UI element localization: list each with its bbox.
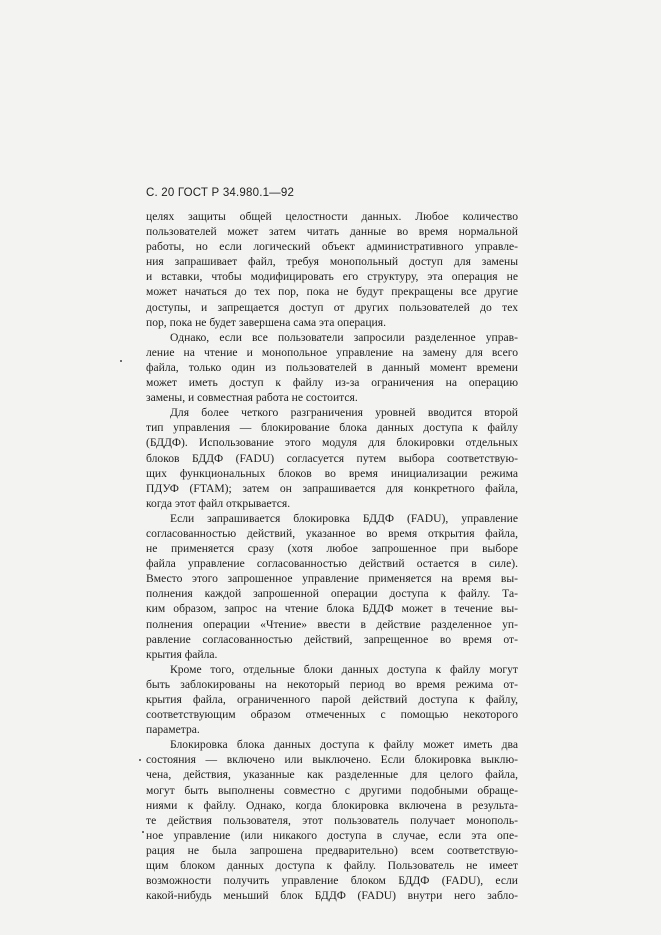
text-line: Кроме того, отдельные блоки данных доступа к файлу могут (170, 662, 518, 676)
text-line: блоков БДДФ (FADU) согласуется путем выбора соответствую- (146, 451, 518, 465)
text-line: согласованностью действий, указанное во время открытия файла, (146, 526, 518, 540)
text-line: те действия пользователя, этот пользователь получает монополь- (146, 813, 518, 827)
text-line: щих функциональных блоков во время инициализации режима (146, 466, 518, 480)
text-line: может начаться до тех пор, пока не будут прекращены все другие (146, 285, 518, 299)
text-line: (БДДФ). Использование этого модуля для блокировки отдельных (146, 436, 518, 450)
text-line: рация не была запрошена предварительно) всем соответствую- (146, 843, 518, 857)
text-line: замены, и совместная работа не состоится. (146, 391, 358, 405)
text-line: не применяется сразу (хотя любое запрошенное при выборе (146, 542, 518, 556)
text-line: какой-нибудь меньший блок БДДФ (FADU) внутри него забло- (146, 889, 518, 903)
text-line: Вместо этого запрошенное управление применяется на время вы- (146, 572, 518, 586)
text-line: Если запрашивается блокировка БДДФ (FADU), управление (170, 511, 518, 525)
text-line: щим блоком данных доступа к файлу. Пользователь не имеет (146, 859, 518, 873)
text-line: пор, пока не будет завершена сама эта операция. (146, 315, 386, 329)
text-line: когда этот файл открывается. (146, 496, 291, 510)
text-line: Для более четкого разграничения уровней вводится второй (170, 406, 518, 420)
text-line: ниями к файлу. Однако, когда блокировка включена в результа- (146, 798, 518, 812)
scan-speck (139, 759, 141, 761)
text-line: Блокировка блока данных доступа к файлу может иметь два (170, 738, 518, 752)
text-line: полнения операции «Чтение» ввести в действие разделенное уп- (146, 617, 518, 631)
text-line: тип управления — блокирование блока данных доступа к файлу (146, 421, 518, 435)
text-line: быть заблокированы на некоторый период во время режима от- (146, 677, 518, 691)
text-line: ния запрашивает файл, требуя монопольный доступ для замены (146, 255, 518, 269)
text-line: равление согласованностью действий, запрещенное во время от- (146, 632, 518, 646)
text-line: могут быть выполнены совместно с другими подобными обраще- (146, 783, 518, 797)
text-line: ким образом, запрос на чтение блока БДДФ может в течение вы- (146, 602, 518, 616)
text-line: чена, действия, указанные как разделенные для целого файла, (146, 768, 518, 782)
text-line: целях защиты общей целостности данных. Любое количество (146, 210, 518, 223)
text-line: может иметь доступ к файлу из-за ограничения на операцию (146, 376, 518, 390)
text-line: ление на чтение и монопольное управление на замену для всего (146, 345, 518, 359)
text-line: параметра. (146, 723, 200, 737)
text-line: доступы, и запрещается доступ от других пользователей до тех (146, 300, 518, 314)
document-body (146, 209, 518, 903)
text-line: крытия файла, ограниченного парой действий доступа к файлу, (146, 693, 518, 706)
page-header: С. 20 ГОСТ Р 34.980.1—92 (146, 187, 295, 199)
scan-speck (142, 831, 144, 833)
text-line: полнения каждой запрошенной операции доступа к файлу. Та- (146, 587, 518, 601)
text-line: файла, только один из пользователей в данный момент времени (146, 360, 518, 374)
text-line: файла управление согласованностью действий остается в силе). (146, 557, 518, 571)
text-line: ное управление (или никакого доступа в случае, если эта опе- (146, 828, 518, 842)
text-line: крытия файла. (146, 647, 218, 661)
text-line: и вставки, чтобы модифицировать его структуру, эта операция не (146, 270, 518, 284)
text-line: Однако, если все пользователи запросили разделенное управ- (170, 330, 518, 344)
text-line: возможности получить управление блоком БДДФ (FADU), если (146, 874, 518, 888)
scan-speck (120, 360, 122, 362)
text-line: состояния — включено или выключено. Если блокировка выклю- (146, 753, 518, 767)
text-line: ПДУФ (FTAM); затем он запрашивается для конкретного файла, (146, 481, 518, 495)
text-line: работы, но если логический объект административного управле- (146, 240, 518, 254)
text-line: пользователей может затем читать данные во время нормальной (146, 225, 518, 239)
text-line: соответствующим образом отмеченных с помощью некоторого (146, 708, 518, 722)
